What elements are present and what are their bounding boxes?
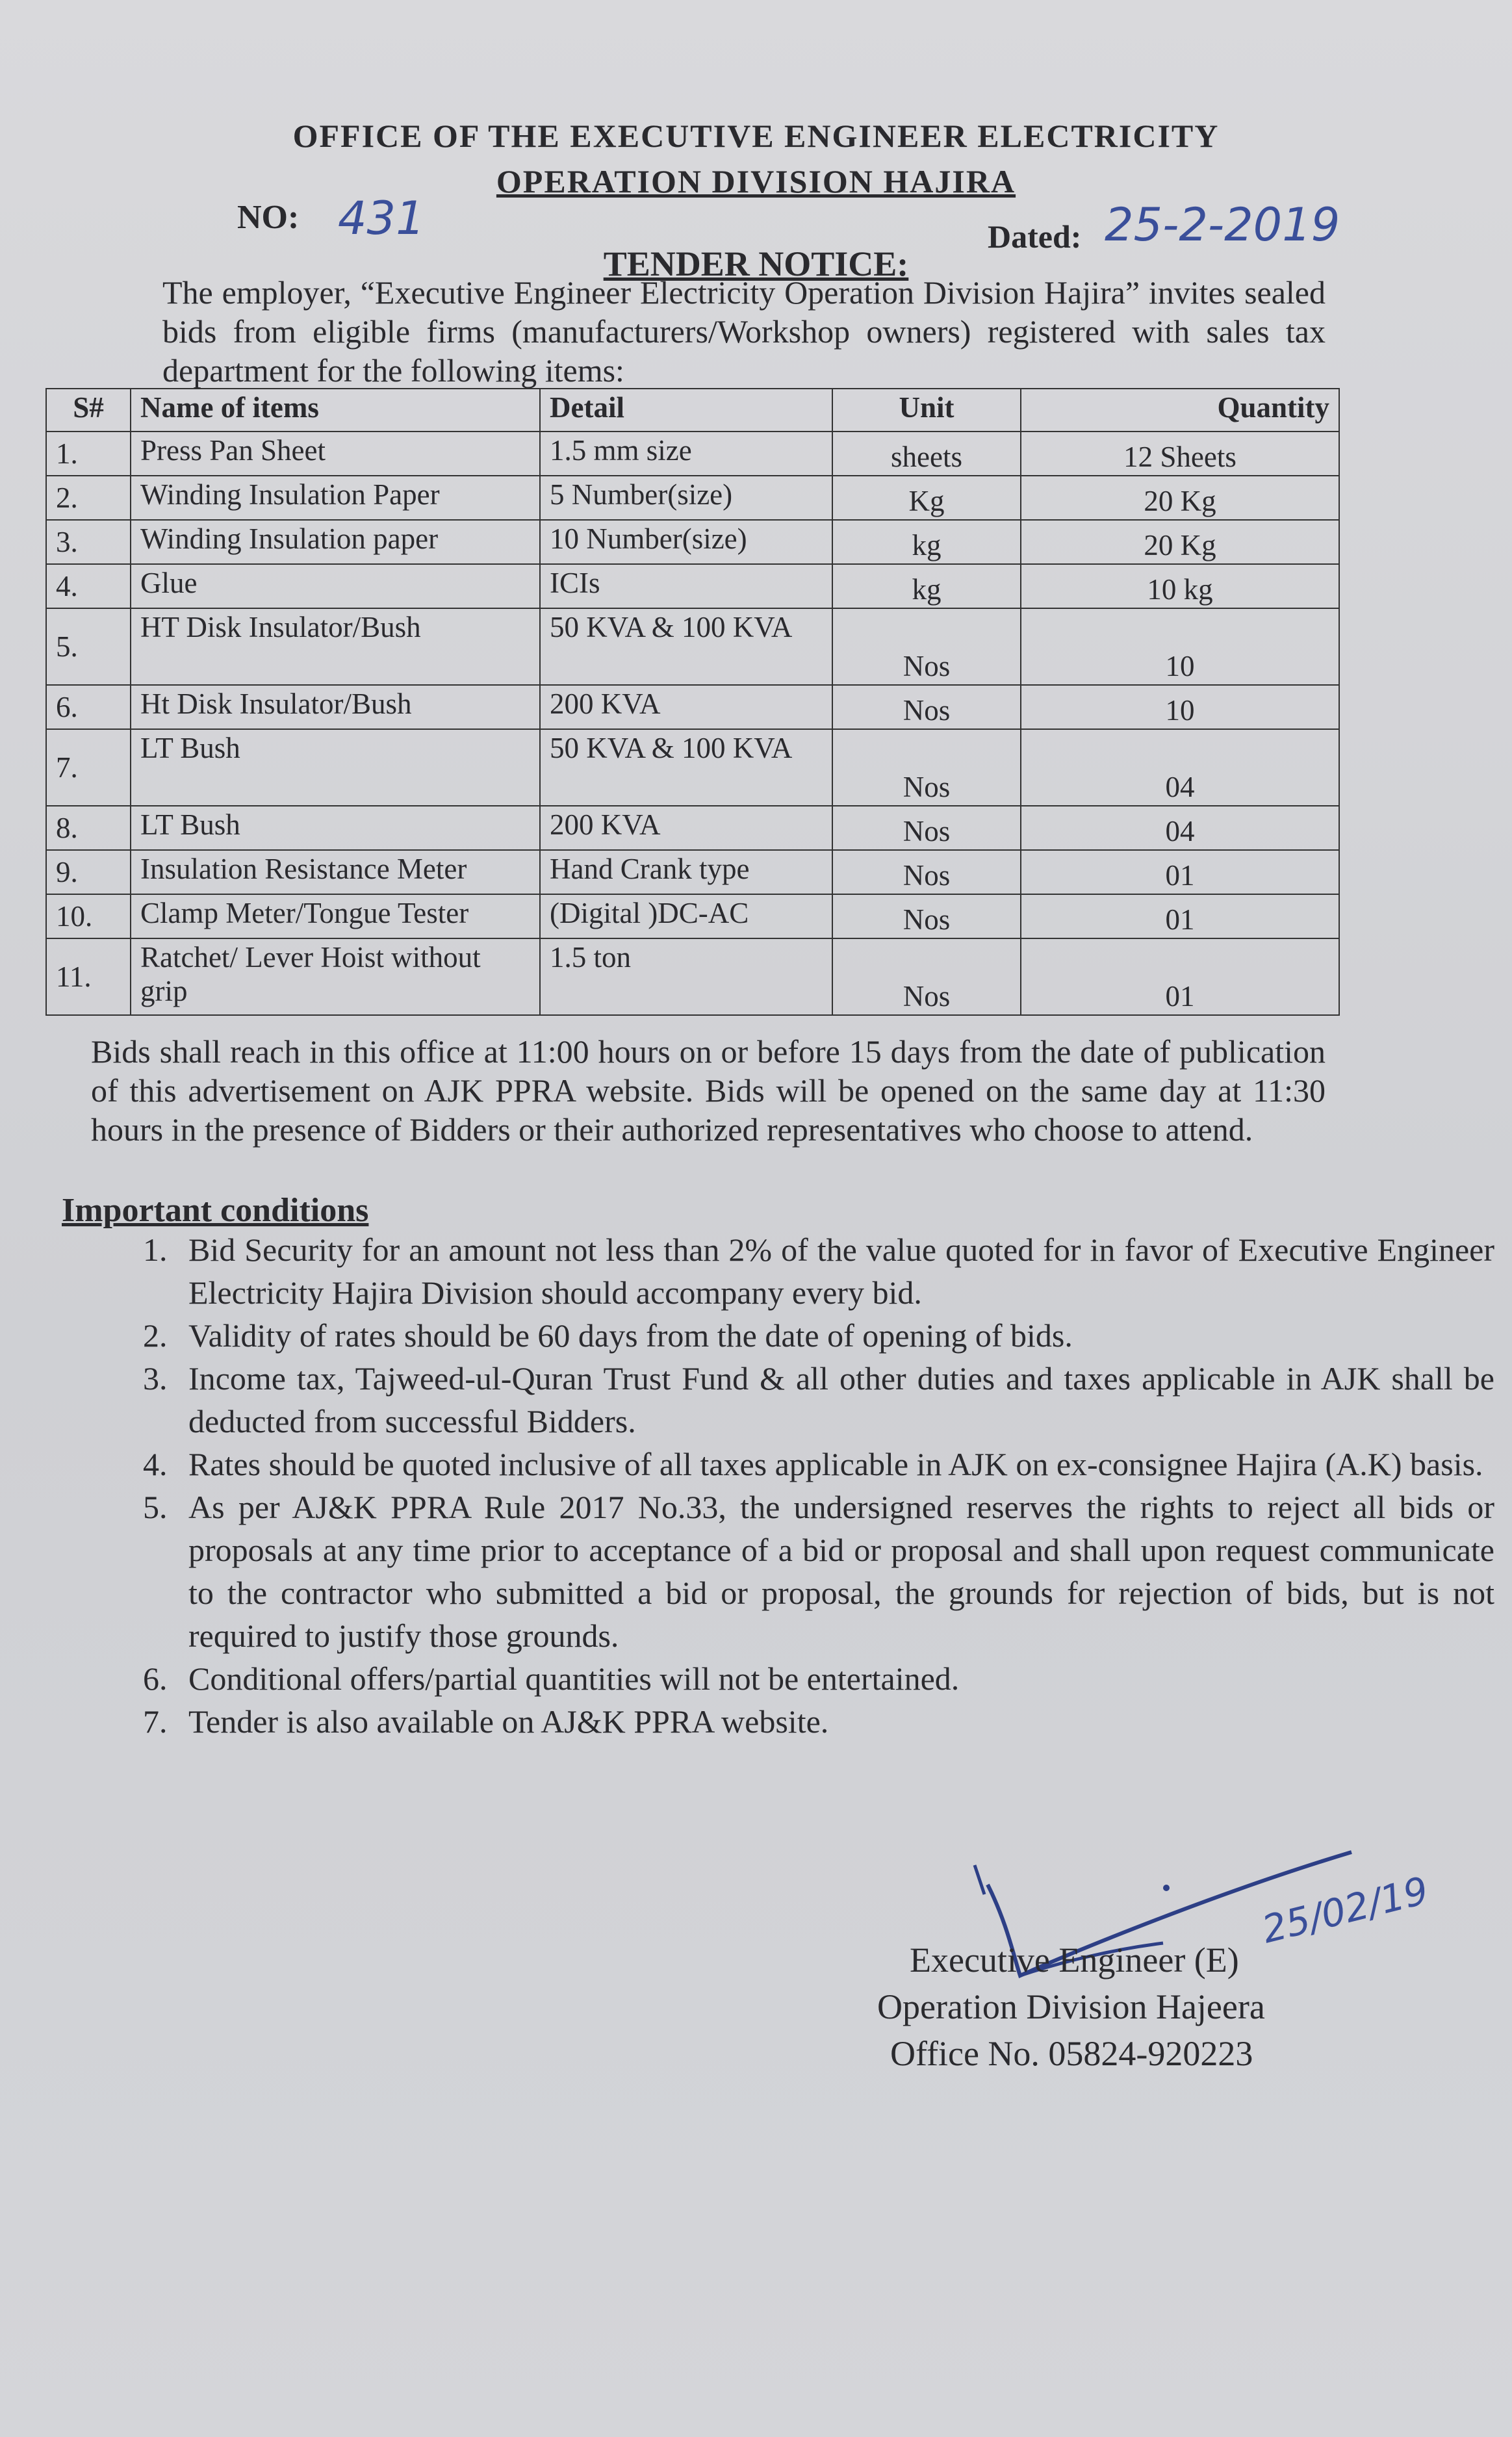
sn-cell: 1. [46,432,131,476]
item-name-cell: Press Pan Sheet [131,432,540,476]
signatory-title: Executive Engineer (E) [910,1941,1239,1979]
detail-cell: 200 KVA [540,685,832,729]
detail-cell: (Digital )DC-AC [540,894,832,938]
table-row [46,564,1339,608]
number-value: 431 [338,192,425,245]
unit-cell: Kg [832,476,1021,520]
detail-cell: 5 Number(size) [540,476,832,520]
table-header-row [46,389,1339,432]
signature-date: 25/02/19 [1257,1868,1433,1952]
item-name-cell: LT Bush [131,806,540,850]
table-row [46,806,1339,850]
item-name-cell: HT Disk Insulator/Bush [131,608,540,685]
quantity-cell: 04 [1021,729,1339,806]
unit-cell: Nos [832,608,1021,685]
quantity-cell: 01 [1021,938,1339,1015]
table-row [46,894,1339,938]
condition-item: 2. Validity of rates should be 60 days from the date of opening of bids. [175,1314,1494,1357]
condition-item: 7. Tender is also available on AJ&K PPRA website. [175,1700,1494,1743]
sn-cell: 3. [46,520,131,564]
condition-item: 6. Conditional offers/partial quantities will not be entertained. [175,1657,1494,1700]
detail-cell: 1.5 mm size [540,432,832,476]
header-sn: S# [46,389,131,432]
unit-cell: kg [832,520,1021,564]
sn-cell: 11. [46,938,131,1015]
item-name-cell: Winding Insulation paper [131,520,540,564]
table-row [46,608,1339,685]
unit-cell: kg [832,564,1021,608]
sn-cell: 6. [46,685,131,729]
signature-block [871,1937,1265,2077]
condition-item: 1. Bid Security for an amount not less than 2% of the value quoted for in favor of Executive Engineer Electricity Hajira Division should accompany every bid. [175,1228,1494,1314]
office-title: OFFICE OF THE EXECUTIVE ENGINEER ELECTRICITY [292,118,1220,154]
sn-cell: 4. [46,564,131,608]
sn-cell: 2. [46,476,131,520]
detail-cell: 200 KVA [540,806,832,850]
items-table [45,388,1340,1016]
quantity-cell: 10 [1021,608,1339,685]
division-title: OPERATION DIVISION HAJIRA [496,163,1016,200]
item-name-cell: Glue [131,564,540,608]
notice-title: TENDER NOTICE: [603,244,909,283]
office-number: Office No. 05824-920223 [890,2034,1253,2073]
sn-cell: 10. [46,894,131,938]
quantity-cell: 04 [1021,806,1339,850]
unit-cell: Nos [832,894,1021,938]
detail-cell: 1.5 ton [540,938,832,1015]
unit-cell: Nos [832,729,1021,806]
header-unit: Unit [832,389,1021,432]
header-quantity: Quantity [1021,389,1339,432]
table-row [46,476,1339,520]
item-name-cell: LT Bush [131,729,540,806]
detail-cell: Hand Crank type [540,850,832,894]
table-row [46,938,1339,1015]
condition-item: 4. Rates should be quoted inclusive of all taxes applicable in AJK on ex-consignee Hajira (A.K) basis. [175,1443,1494,1486]
bids-paragraph: Bids shall reach in this office at 11:00 hours on or before 15 days from the date of publication of this advertisement on AJK PPRA website. Bids will be opened on the same day at 11:30 hours in the presence of Bidders or their authorized representatives who choose to attend. [91,1033,1326,1148]
item-name-cell: Ht Disk Insulator/Bush [131,685,540,729]
table-row [46,432,1339,476]
sn-cell: 9. [46,850,131,894]
table-row [46,850,1339,894]
unit-cell: Nos [832,806,1021,850]
unit-cell: Nos [832,938,1021,1015]
number-label: NO: [237,199,300,236]
detail-cell: 10 Number(size) [540,520,832,564]
intro-paragraph: The employer, “Executive Engineer Electricity Operation Division Hajira” invites sealed bids from eligible firms (manufacturers/Workshop owners) registered with sales tax department for the following items: [162,274,1326,389]
dated-value: 25-2-2019 [1105,198,1340,251]
table-row [46,685,1339,729]
detail-cell: 50 KVA & 100 KVA [540,729,832,806]
sn-cell: 7. [46,729,131,806]
signatory-division: Operation Division Hajeera [877,1987,1265,2026]
table-row [46,729,1339,806]
quantity-cell: 10 kg [1021,564,1339,608]
quantity-cell: 20 Kg [1021,476,1339,520]
unit-cell: sheets [832,432,1021,476]
unit-cell: Nos [832,850,1021,894]
header-detail: Detail [540,389,832,432]
unit-cell: Nos [832,685,1021,729]
table-row [46,520,1339,564]
quantity-cell: 20 Kg [1021,520,1339,564]
quantity-cell: 12 Sheets [1021,432,1339,476]
item-name-cell: Winding Insulation Paper [131,476,540,520]
quantity-cell: 01 [1021,894,1339,938]
header-name: Name of items [131,389,540,432]
quantity-cell: 01 [1021,850,1339,894]
conditions-title: Important conditions [62,1192,369,1229]
item-name-cell: Insulation Resistance Meter [131,850,540,894]
detail-cell: 50 KVA & 100 KVA [540,608,832,685]
item-name-cell: Clamp Meter/Tongue Tester [131,894,540,938]
condition-item: 5. As per AJ&K PPRA Rule 2017 No.33, the undersigned reserves the rights to reject all bids or proposals at any time prior to acceptance of a bid or proposal and shall upon request communicate to the contractor who submitted a bid or proposal, the grounds for rejection of bids, but is not required to justify those grounds. [175,1486,1494,1657]
sn-cell: 8. [46,806,131,850]
condition-item: 3. Income tax, Tajweed-ul-Quran Trust Fund & all other duties and taxes applicable in AJK shall be deducted from successful Bidders. [175,1357,1494,1443]
sn-cell: 5. [46,608,131,685]
detail-cell: ICIs [540,564,832,608]
item-name-cell: Ratchet/ Lever Hoist without grip [131,938,540,1015]
dated-label: Dated: [988,218,1082,255]
conditions-list [110,1228,1494,1743]
quantity-cell: 10 [1021,685,1339,729]
